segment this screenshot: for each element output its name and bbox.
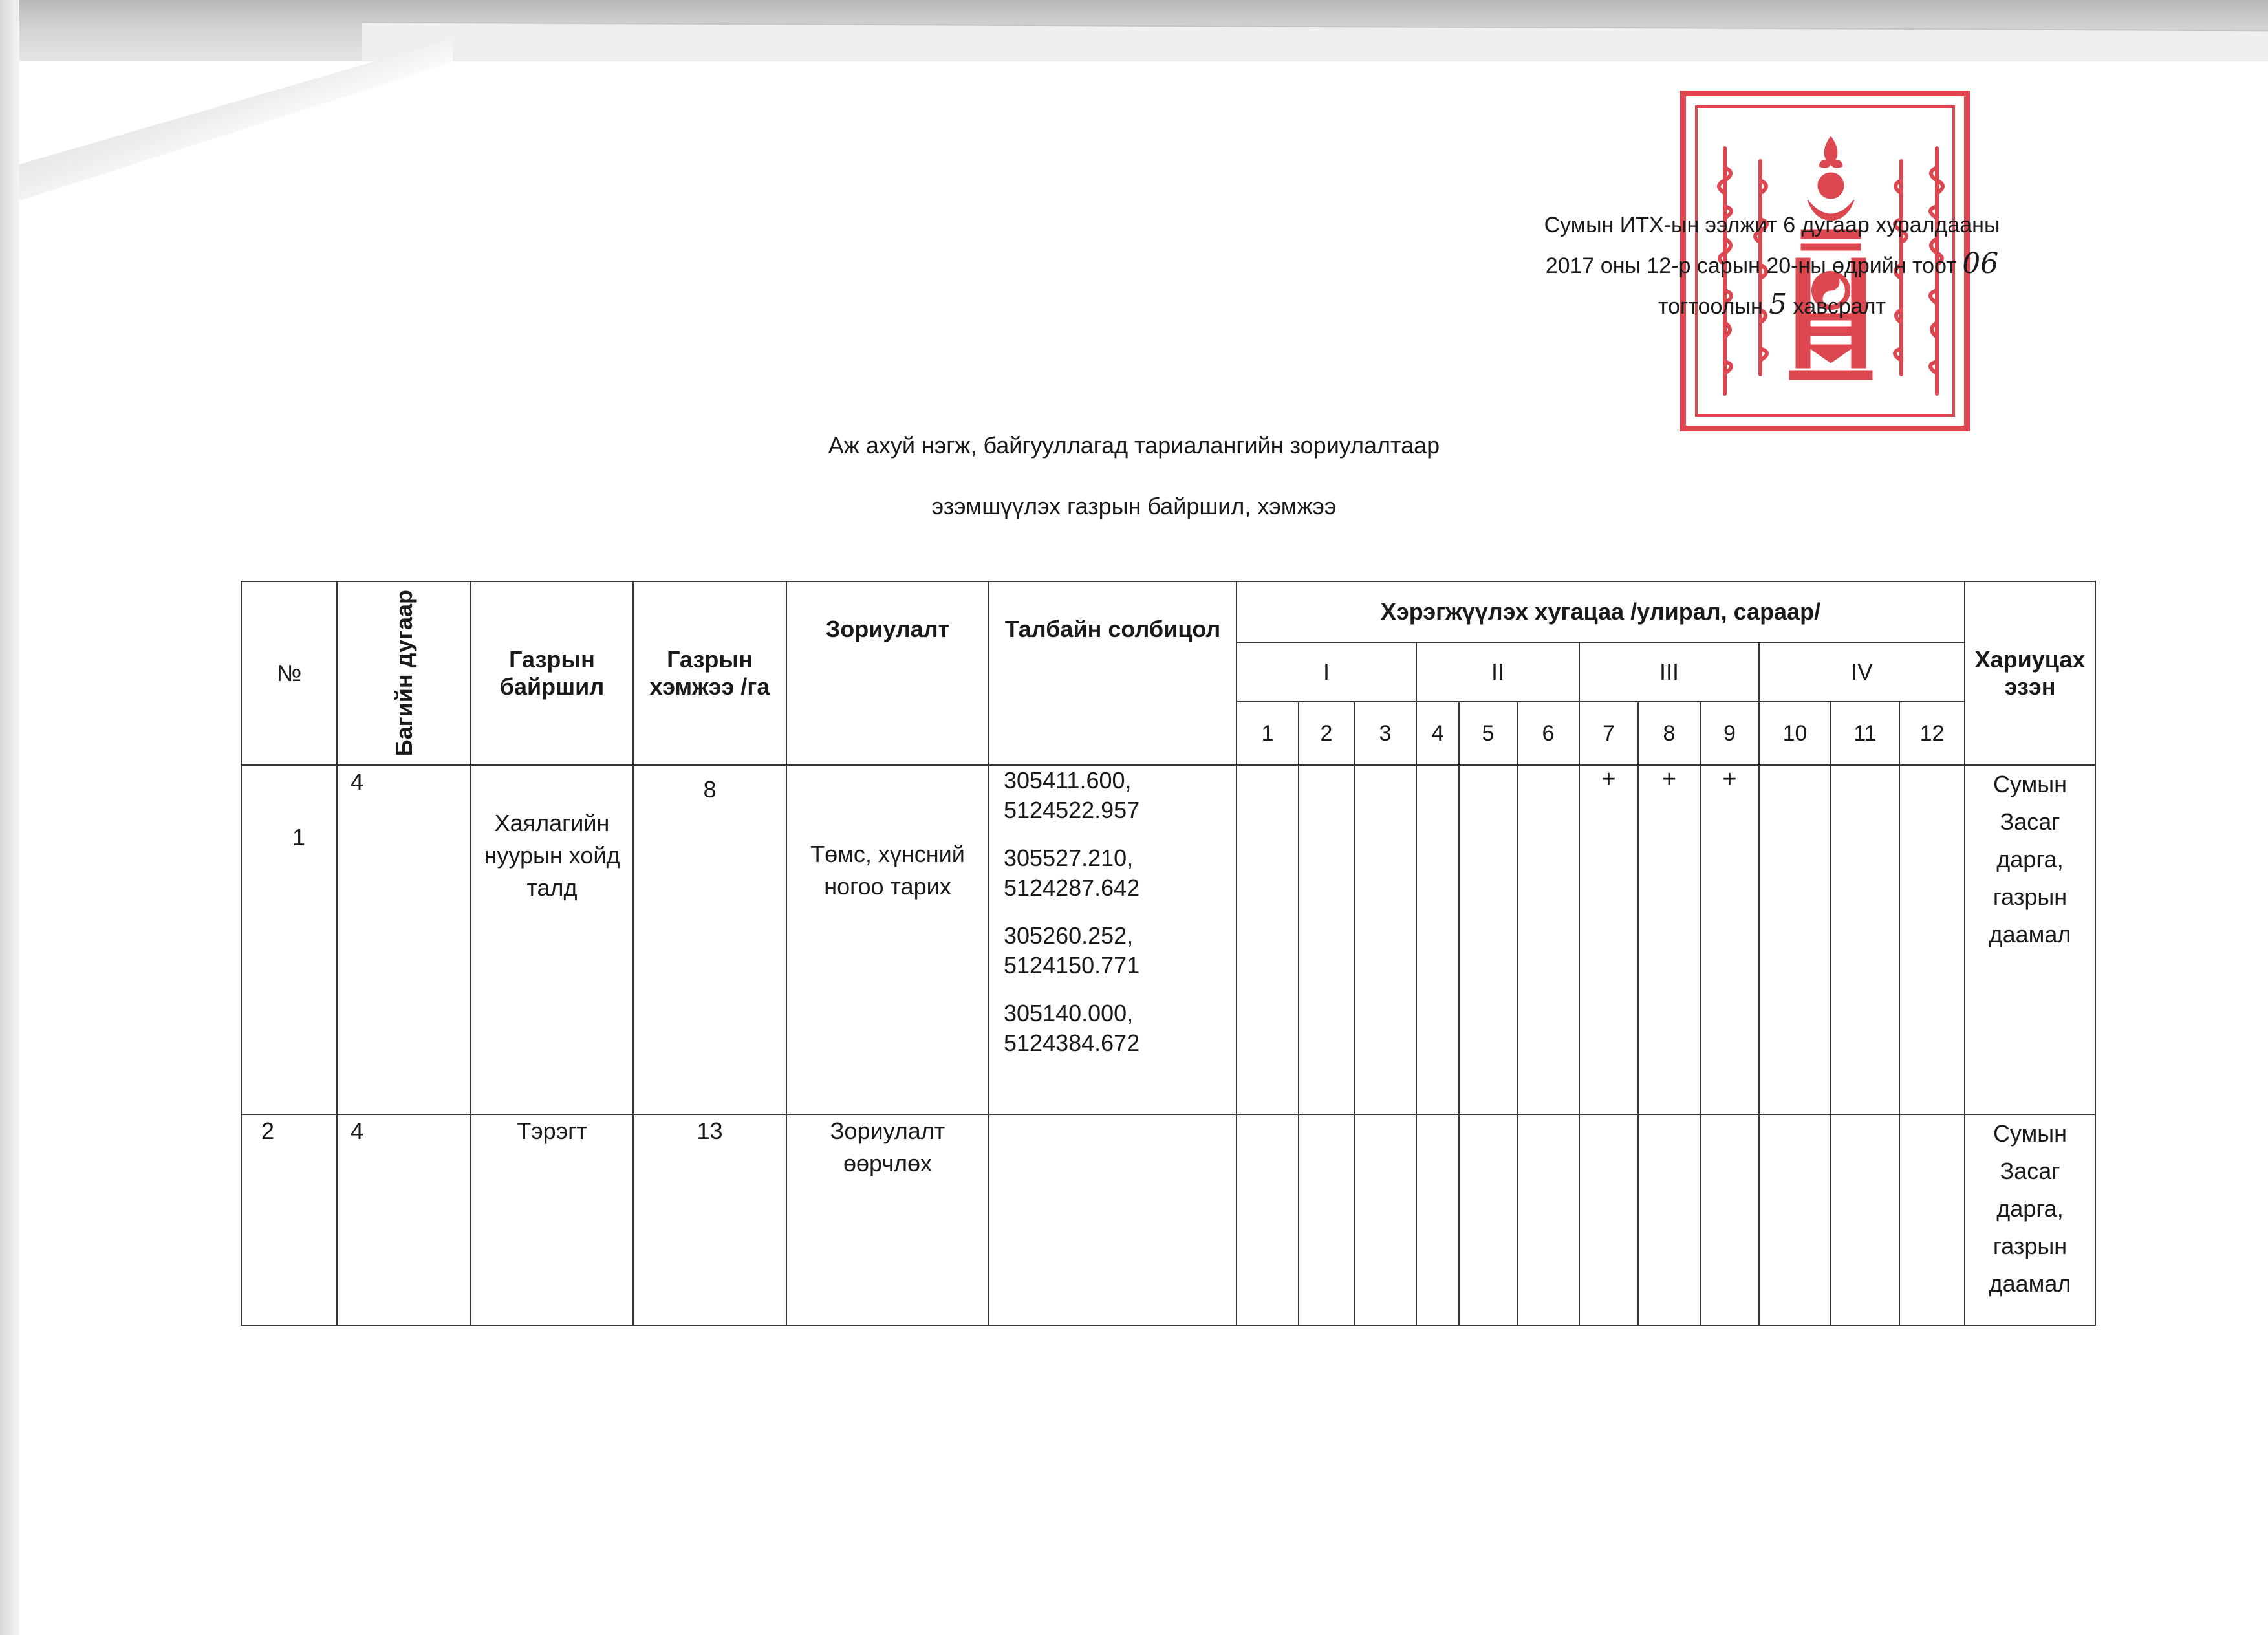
annex-header-note bbox=[1474, 206, 2069, 326]
col-header-number: № bbox=[241, 581, 337, 765]
annex-date-text: 2017 оны 12-р сарын 20-ны өдрийн тоот bbox=[1545, 254, 1963, 278]
month-cell bbox=[1354, 765, 1416, 1114]
cell-coordinates bbox=[989, 765, 1237, 1114]
quarter-3: III bbox=[1579, 642, 1759, 702]
annex-resolution-text: тогтоолын bbox=[1658, 294, 1769, 319]
month-cell: + bbox=[1700, 765, 1759, 1114]
col-header-period: Хэрэгжүүлэх хугацаа /улирал, сараар/ bbox=[1237, 581, 1965, 642]
month-cell bbox=[1299, 765, 1354, 1114]
month-5: 5 bbox=[1459, 702, 1517, 765]
cell-number: 2 bbox=[241, 1114, 337, 1325]
month-cell bbox=[1899, 1114, 1965, 1325]
month-11: 11 bbox=[1831, 702, 1899, 765]
month-12: 12 bbox=[1899, 702, 1965, 765]
month-2: 2 bbox=[1299, 702, 1354, 765]
table-row bbox=[241, 765, 2095, 1114]
document-title-line-1: Аж ахуй нэгж, байгууллагад тариалангийн зориулалтаар bbox=[828, 432, 1440, 459]
month-cell bbox=[1459, 1114, 1517, 1325]
cell-bag: 4 bbox=[337, 765, 471, 1114]
month-cell bbox=[1299, 1114, 1354, 1325]
annex-line-1: Сумын ИТХ-ын ээлжит 6 дугаар хуралдааны bbox=[1544, 213, 2000, 237]
col-header-bag: Багийн дугаар bbox=[337, 581, 471, 765]
month-1: 1 bbox=[1237, 702, 1299, 765]
month-4: 4 bbox=[1416, 702, 1459, 765]
annex-suffix-text: хавсралт bbox=[1787, 294, 1886, 319]
month-cell bbox=[1759, 1114, 1831, 1325]
month-cell bbox=[1638, 1114, 1700, 1325]
cell-number: 1 bbox=[241, 765, 337, 1114]
land-allocation-table bbox=[241, 581, 2096, 1326]
month-6: 6 bbox=[1517, 702, 1579, 765]
month-cell bbox=[1700, 1114, 1759, 1325]
month-9: 9 bbox=[1700, 702, 1759, 765]
cell-responsible: Сумын Засаг дарга, газрын даамал bbox=[1965, 1114, 2095, 1325]
col-header-size: Газрын хэмжээ /га bbox=[633, 581, 786, 765]
month-cell bbox=[1354, 1114, 1416, 1325]
month-cell bbox=[1459, 765, 1517, 1114]
month-cell bbox=[1237, 765, 1299, 1114]
month-cell: + bbox=[1638, 765, 1700, 1114]
table-row bbox=[241, 1114, 2095, 1325]
handwritten-decree-number: 06 bbox=[1962, 247, 1999, 280]
cell-size: 13 bbox=[633, 1114, 786, 1325]
cell-purpose: Зориулалт өөрчлөх bbox=[786, 1114, 989, 1325]
col-header-purpose: Зориулалт bbox=[786, 581, 989, 765]
quarter-4: IV bbox=[1759, 642, 1965, 702]
month-10: 10 bbox=[1759, 702, 1831, 765]
handwritten-annex-number: 5 bbox=[1769, 288, 1787, 321]
cell-responsible: Сумын Засаг дарга, газрын даамал bbox=[1965, 765, 2095, 1114]
cell-purpose: Төмс, хүнсний ногоо тарих bbox=[786, 765, 989, 1114]
month-cell bbox=[1759, 765, 1831, 1114]
month-cell bbox=[1237, 1114, 1299, 1325]
month-cell bbox=[1517, 1114, 1579, 1325]
month-cell bbox=[1831, 1114, 1899, 1325]
month-cell bbox=[1416, 765, 1459, 1114]
month-3: 3 bbox=[1354, 702, 1416, 765]
coordinate-2: 305527.210, 5124287.642 bbox=[1004, 845, 1140, 901]
month-cell: + bbox=[1579, 765, 1638, 1114]
quarter-1: I bbox=[1237, 642, 1416, 702]
col-header-coordinates: Талбайн солбицол bbox=[989, 581, 1237, 765]
col-header-location: Газрын байршил bbox=[471, 581, 633, 765]
cell-size: 8 bbox=[633, 765, 786, 1114]
month-7: 7 bbox=[1579, 702, 1638, 765]
cell-bag: 4 bbox=[337, 1114, 471, 1325]
cell-location: Хаялагийн нуурын хойд талд bbox=[471, 765, 633, 1114]
document-title-line-2: эзэмшүүлэх газрын байршил, хэмжээ bbox=[931, 493, 1337, 519]
month-cell bbox=[1517, 765, 1579, 1114]
quarter-2: II bbox=[1416, 642, 1579, 702]
coordinate-3: 305260.252, 5124150.771 bbox=[1004, 922, 1140, 979]
col-header-responsible: Хариуцах эзэн bbox=[1965, 581, 2095, 765]
month-cell bbox=[1579, 1114, 1638, 1325]
annex-line-2 bbox=[1474, 244, 2069, 285]
month-cell bbox=[1899, 765, 1965, 1114]
month-cell bbox=[1416, 1114, 1459, 1325]
month-cell bbox=[1831, 765, 1899, 1114]
cell-location: Тэрэгт bbox=[471, 1114, 633, 1325]
annex-line-3 bbox=[1474, 285, 2069, 326]
coordinate-1: 305411.600, 5124522.957 bbox=[1004, 767, 1140, 823]
month-8: 8 bbox=[1638, 702, 1700, 765]
scan-background-left bbox=[0, 0, 19, 1635]
cell-coordinates bbox=[989, 1114, 1237, 1325]
coordinate-4: 305140.000, 5124384.672 bbox=[1004, 1000, 1140, 1056]
